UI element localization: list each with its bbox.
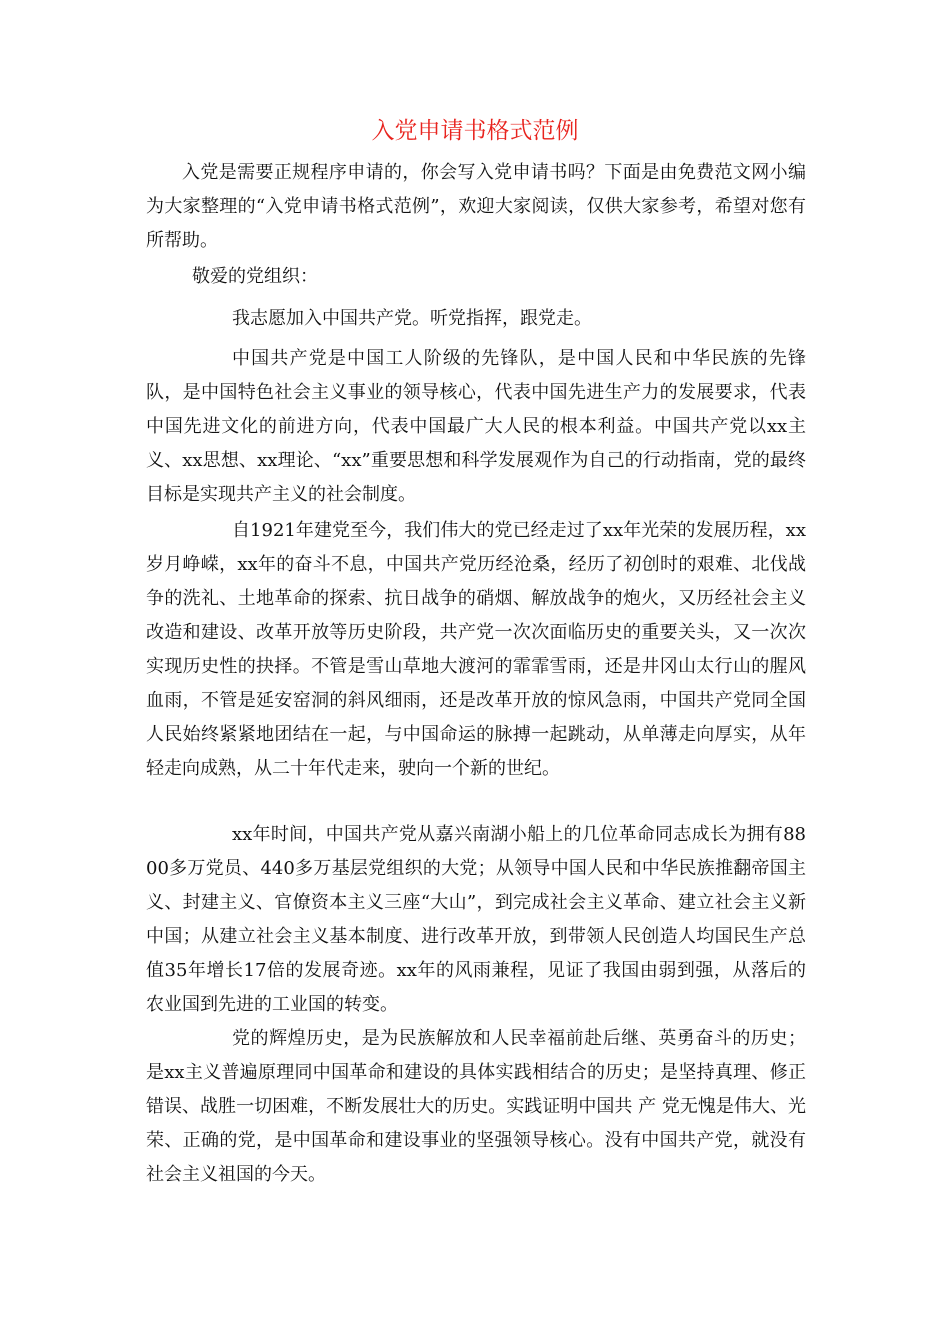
document-title: 入党申请书格式范例 [371,118,579,144]
body-paragraph-1: 我志愿加入中国共产党。听党指挥，跟党走。 [232,308,592,329]
body-paragraph-5: 党的辉煌历史，是为民族解放和人民幸福前赴后继、英勇奋斗的历史；是xx主义普遍原理同中国革命和建设的具体实践相结合的历史；是坚持真理、修正错误、战胜一切困难，不断发展壮大的历史。实践证明中国共 产 党无愧是伟大、光荣、正确的党，是中国革命和建设事业的坚强领导核心。没有中国共产党，就没有社会主义祖国的今天。 [146,1028,806,1185]
body-paragraph-4: xx年时间，中国共产党从嘉兴南湖小船上的几位革命同志成长为拥有8800多万党员、440多万基层党组织的大党；从领导中国人民和中华民族推翻帝国主义、封建主义、官僚资本主义三座“大山”，到完成社会主义革命、建立社会主义新中国；从建立社会主义基本制度、进行改革开放，到带领人民创造人均国民生产总值35年增长17倍的发展奇迹。xx年的风雨兼程，见证了我国由弱到强，从落后的农业国到先进的工业国的转变。 [146,824,806,1015]
intro-paragraph: 入党是需要正规程序申请的，你会写入党申请书吗？下面是由免费范文网小编为大家整理的“入党申请书格式范例”，欢迎大家阅读，仅供大家参考，希望对您有所帮助。 [146,162,806,251]
body-paragraph-2: 中国共产党是中国工人阶级的先锋队，是中国人民和中华民族的先锋队，是中国特色社会主义事业的领导核心，代表中国先进生产力的发展要求，代表中国先进文化的前进方向，代表中国最广大人民的根本利益。中国共产党以xx主义、xx思想、xx理论、“xx”重要思想和科学发展观作为自己的行动指南，党的最终目标是实现共产主义的社会制度。 [146,348,806,505]
body-paragraph-3: 自1921年建党至今，我们伟大的党已经走过了xx年光荣的发展历程，xx岁月峥嵘，xx年的奋斗不息，中国共产党历经沧桑，经历了初创时的艰难、北伐战争的洗礼、土地革命的探索、抗日战争的硝烟、解放战争的炮火，又历经社会主义改造和建设、改革开放等历史阶段，共产党一次次面临历史的重要关头，又一次次实现历史性的抉择。不管是雪山草地大渡河的霏霏雪雨，还是井冈山太行山的腥风血雨，不管是延安窑洞的斜风细雨，还是改革开放的惊风急雨，中国共产党同全国人民始终紧紧地团结在一起，与中国命运的脉搏一起跳动，从单薄走向厚实，从年轻走向成熟，从二十年代走来，驶向一个新的世纪。 [146,520,806,779]
salutation: 敬爱的党组织： [192,266,318,287]
